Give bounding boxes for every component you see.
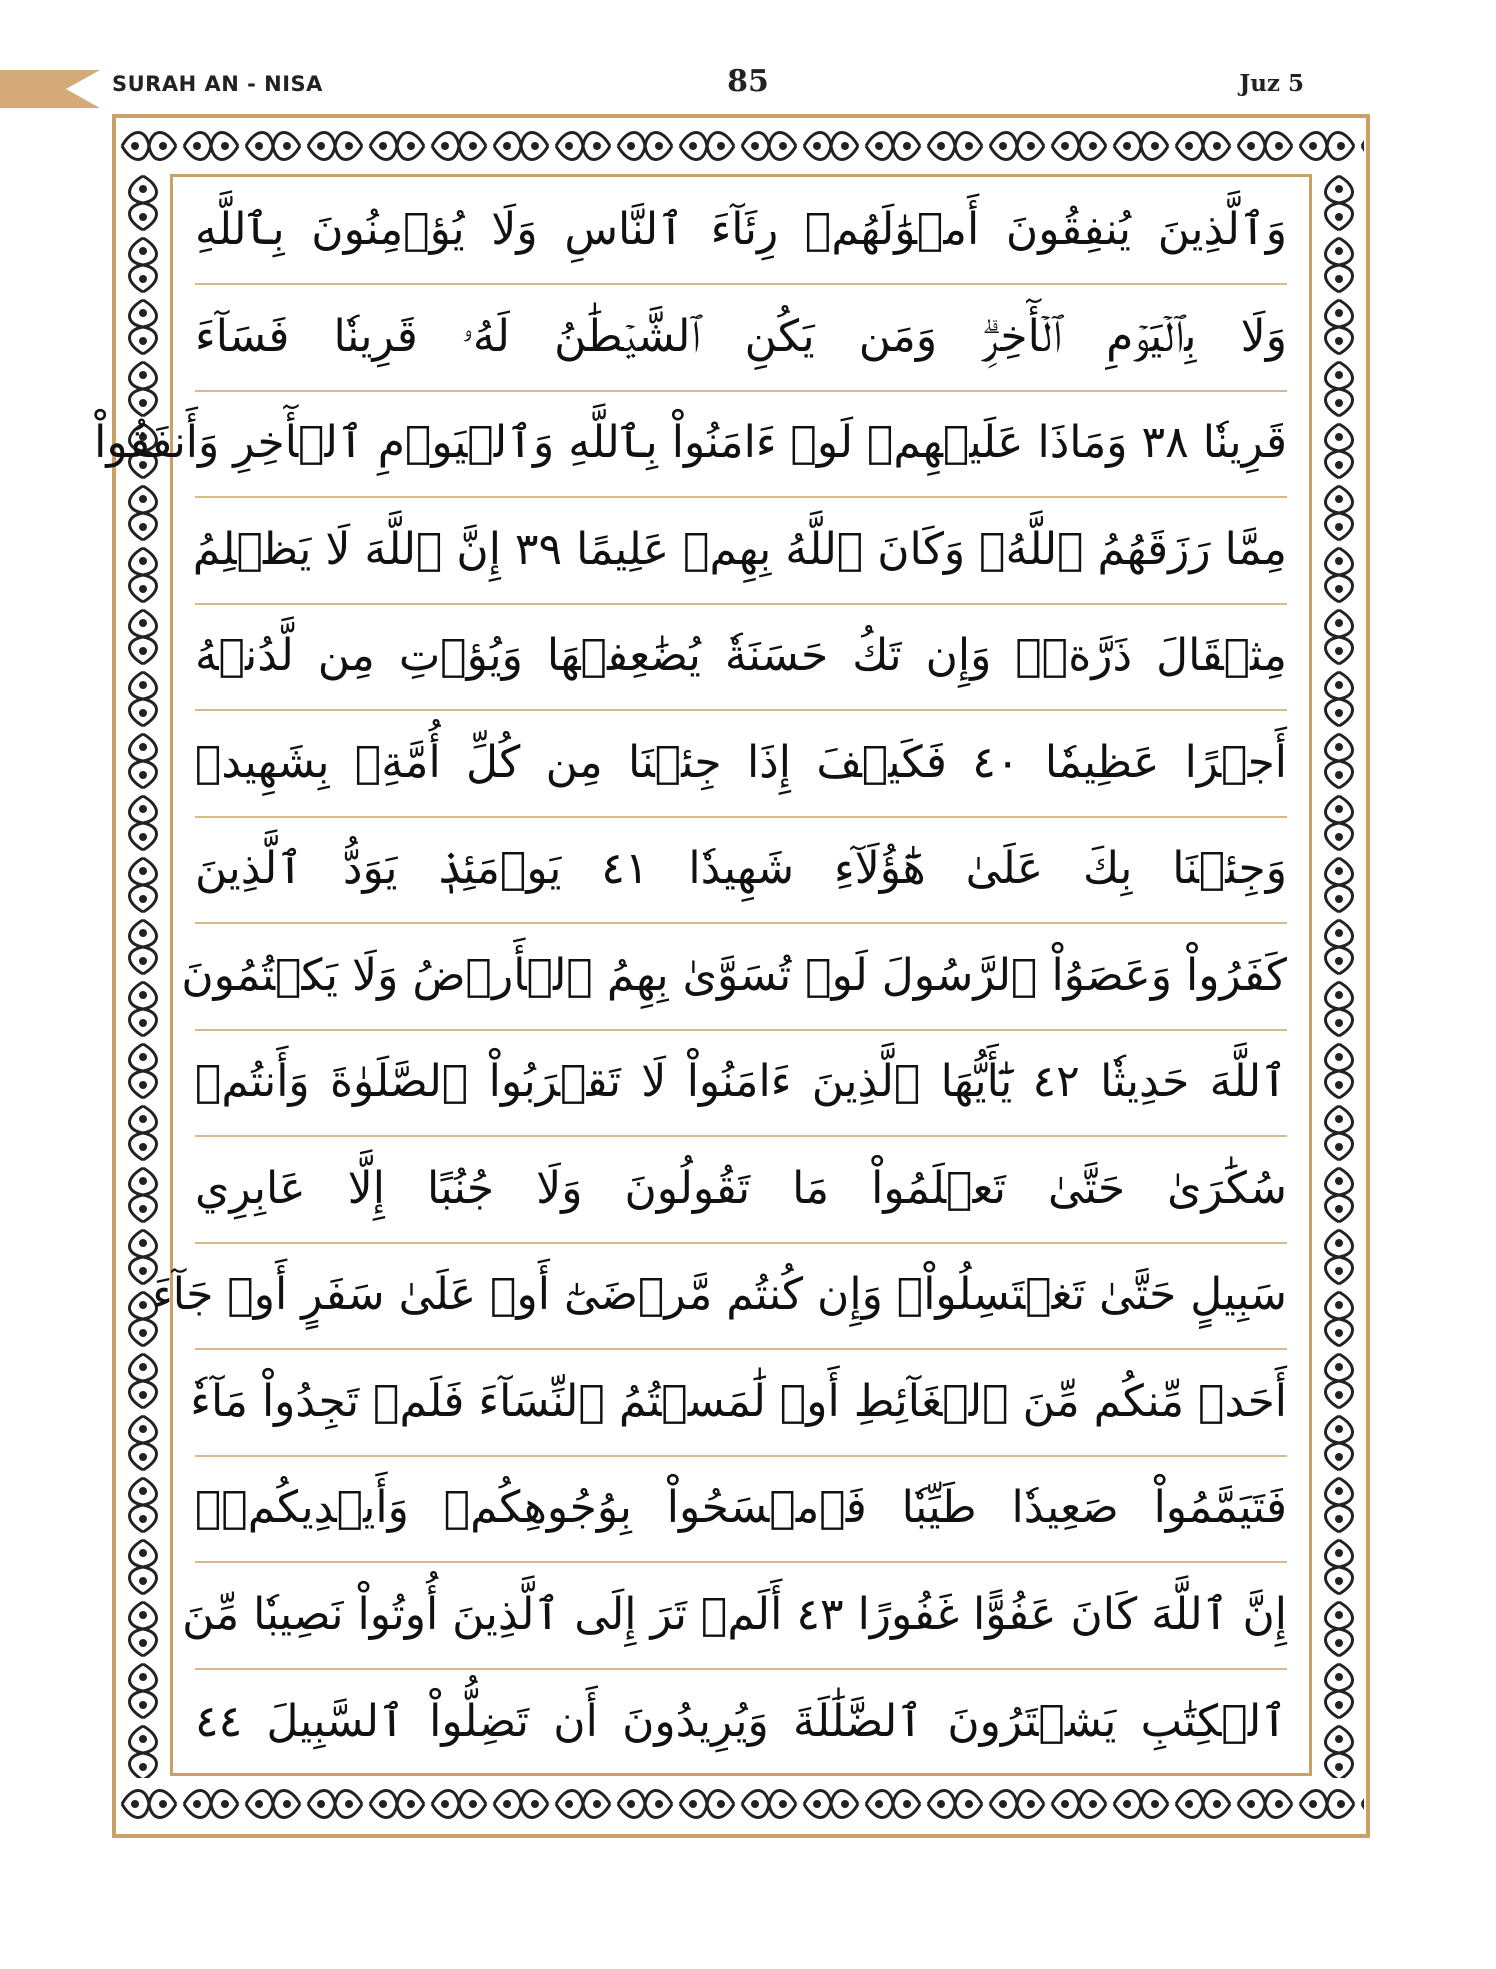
text-line <box>195 1136 1287 1244</box>
bottom-ornament-border <box>118 1778 1364 1830</box>
line-text: كَفَرُواْ وَعَصَوُاْ ٱلرَّسُولَ لَوۡ تُسَوَّىٰ بِهِمُ ٱلۡأَرۡضُ وَلَا يَكۡتُمُونَ <box>181 949 1287 1001</box>
line-text: مِمَّا رَزَقَهُمُ ٱللَّهُۚ وَكَانَ ٱللَّهُ بِهِمۡ عَلِيمًا ٣٩ إِنَّ ٱللَّهَ لَا يَظۡلِمُ <box>192 523 1287 575</box>
text-panel <box>94 174 1312 1776</box>
line-text: وَٱلَّذِينَ يُنفِقُونَ أَمۡوَٰلَهُمۡ رِئَآءَ ٱلنَّاسِ وَلَا يُؤۡمِنُونَ بِٱللَّهِ <box>195 204 1287 255</box>
text-line <box>182 1562 1287 1670</box>
right-ornament-border <box>1314 172 1364 1778</box>
line-text: إِنَّ ٱللَّهَ كَانَ عَفُوًّا غَفُورًا ٤٣ أَلَمۡ تَرَ إِلَى ٱلَّذِينَ أُوتُواْ نَصِيبٗا مِّنَ <box>182 1588 1287 1640</box>
line-text: وَلَا بِٱلۡيَوۡمِ ٱلۡأٓخِرِۗ وَمَن يَكُنِ ٱلشَّيۡطَٰنُ لَهُۥ قَرِينٗا فَسَآءَ <box>195 310 1287 362</box>
line-text: ٱلۡكِتَٰبِ يَشۡتَرُونَ ٱلضَّلَٰلَةَ وَيُرِيدُونَ أَن تَضِلُّواْ ٱلسَّبِيلَ ٤٤ <box>195 1696 1287 1747</box>
line-text: أَجۡرًا عَظِيمٗا ٤٠ فَكَيۡفَ إِذَا جِئۡنَا مِن كُلِّ أُمَّةِۭ بِشَهِيدٖ <box>195 736 1287 788</box>
line-text: سُكَٰرَىٰ حَتَّىٰ تَعۡلَمُواْ مَا تَقُولُونَ وَلَا جُنُبًا إِلَّا عَابِرِي <box>195 1162 1287 1214</box>
text-line <box>190 1349 1287 1457</box>
text-line <box>195 603 1287 711</box>
top-ornament-border <box>118 120 1364 172</box>
text-line <box>195 284 1287 392</box>
text-line <box>195 177 1287 285</box>
page-number: 85 <box>727 64 769 99</box>
text-line <box>195 710 1287 818</box>
juz-label: Juz 5 <box>1239 70 1304 97</box>
verse-lines <box>94 177 1309 1773</box>
text-line <box>94 390 1287 498</box>
text-line <box>195 1668 1287 1776</box>
line-text: قَرِينٗا ٣٨ وَمَاذَا عَلَيۡهِمۡ لَوۡ ءَامَنُواْ بِٱللَّهِ وَٱلۡيَوۡمِ ٱلۡأٓخِرِ وَأَنفَقُواْ <box>94 417 1287 468</box>
text-line <box>192 497 1287 605</box>
text-line <box>152 1242 1287 1350</box>
line-text: أَحَدٞ مِّنكُم مِّنَ ٱلۡغَآئِطِ أَوۡ لَٰمَسۡتُمُ ٱلنِّسَآءَ فَلَمۡ تَجِدُواْ مَآءٗ <box>190 1375 1287 1427</box>
line-text: مِثۡقَالَ ذَرَّةٖۖ وَإِن تَكُ حَسَنَةٗ يُضَٰعِفۡهَا وَيُؤۡتِ مِن لَّدُنۡهُ <box>195 630 1287 681</box>
line-text: سَبِيلٍ حَتَّىٰ تَغۡتَسِلُواْۚ وَإِن كُنتُم مَّرۡضَىٰٓ أَوۡ عَلَىٰ سَفَرٍ أَوۡ جَآءَ <box>152 1269 1287 1320</box>
line-text: وَجِئۡنَا بِكَ عَلَىٰ هَٰٓؤُلَآءِ شَهِيدٗا ٤١ يَوۡمَئِذٖ يَوَدُّ ٱلَّذِينَ <box>195 843 1288 894</box>
surah-title: SURAH AN - NISA <box>112 72 323 96</box>
line-text: ٱللَّهَ حَدِيثٗا ٤٢ يَٰٓأَيُّهَا ٱلَّذِينَ ءَامَنُواْ لَا تَقۡرَبُواْ ٱلصَّلَوٰةَ وَأَنتُمۡ <box>195 1056 1287 1107</box>
text-line <box>195 816 1287 924</box>
text-line <box>181 923 1287 1031</box>
text-line <box>195 1455 1287 1563</box>
text-line <box>195 1029 1287 1137</box>
line-text: فَتَيَمَّمُواْ صَعِيدٗا طَيِّبٗا فَٱمۡسَحُواْ بِوُجُوهِكُمۡ وَأَيۡدِيكُمۡۗ <box>195 1482 1287 1533</box>
